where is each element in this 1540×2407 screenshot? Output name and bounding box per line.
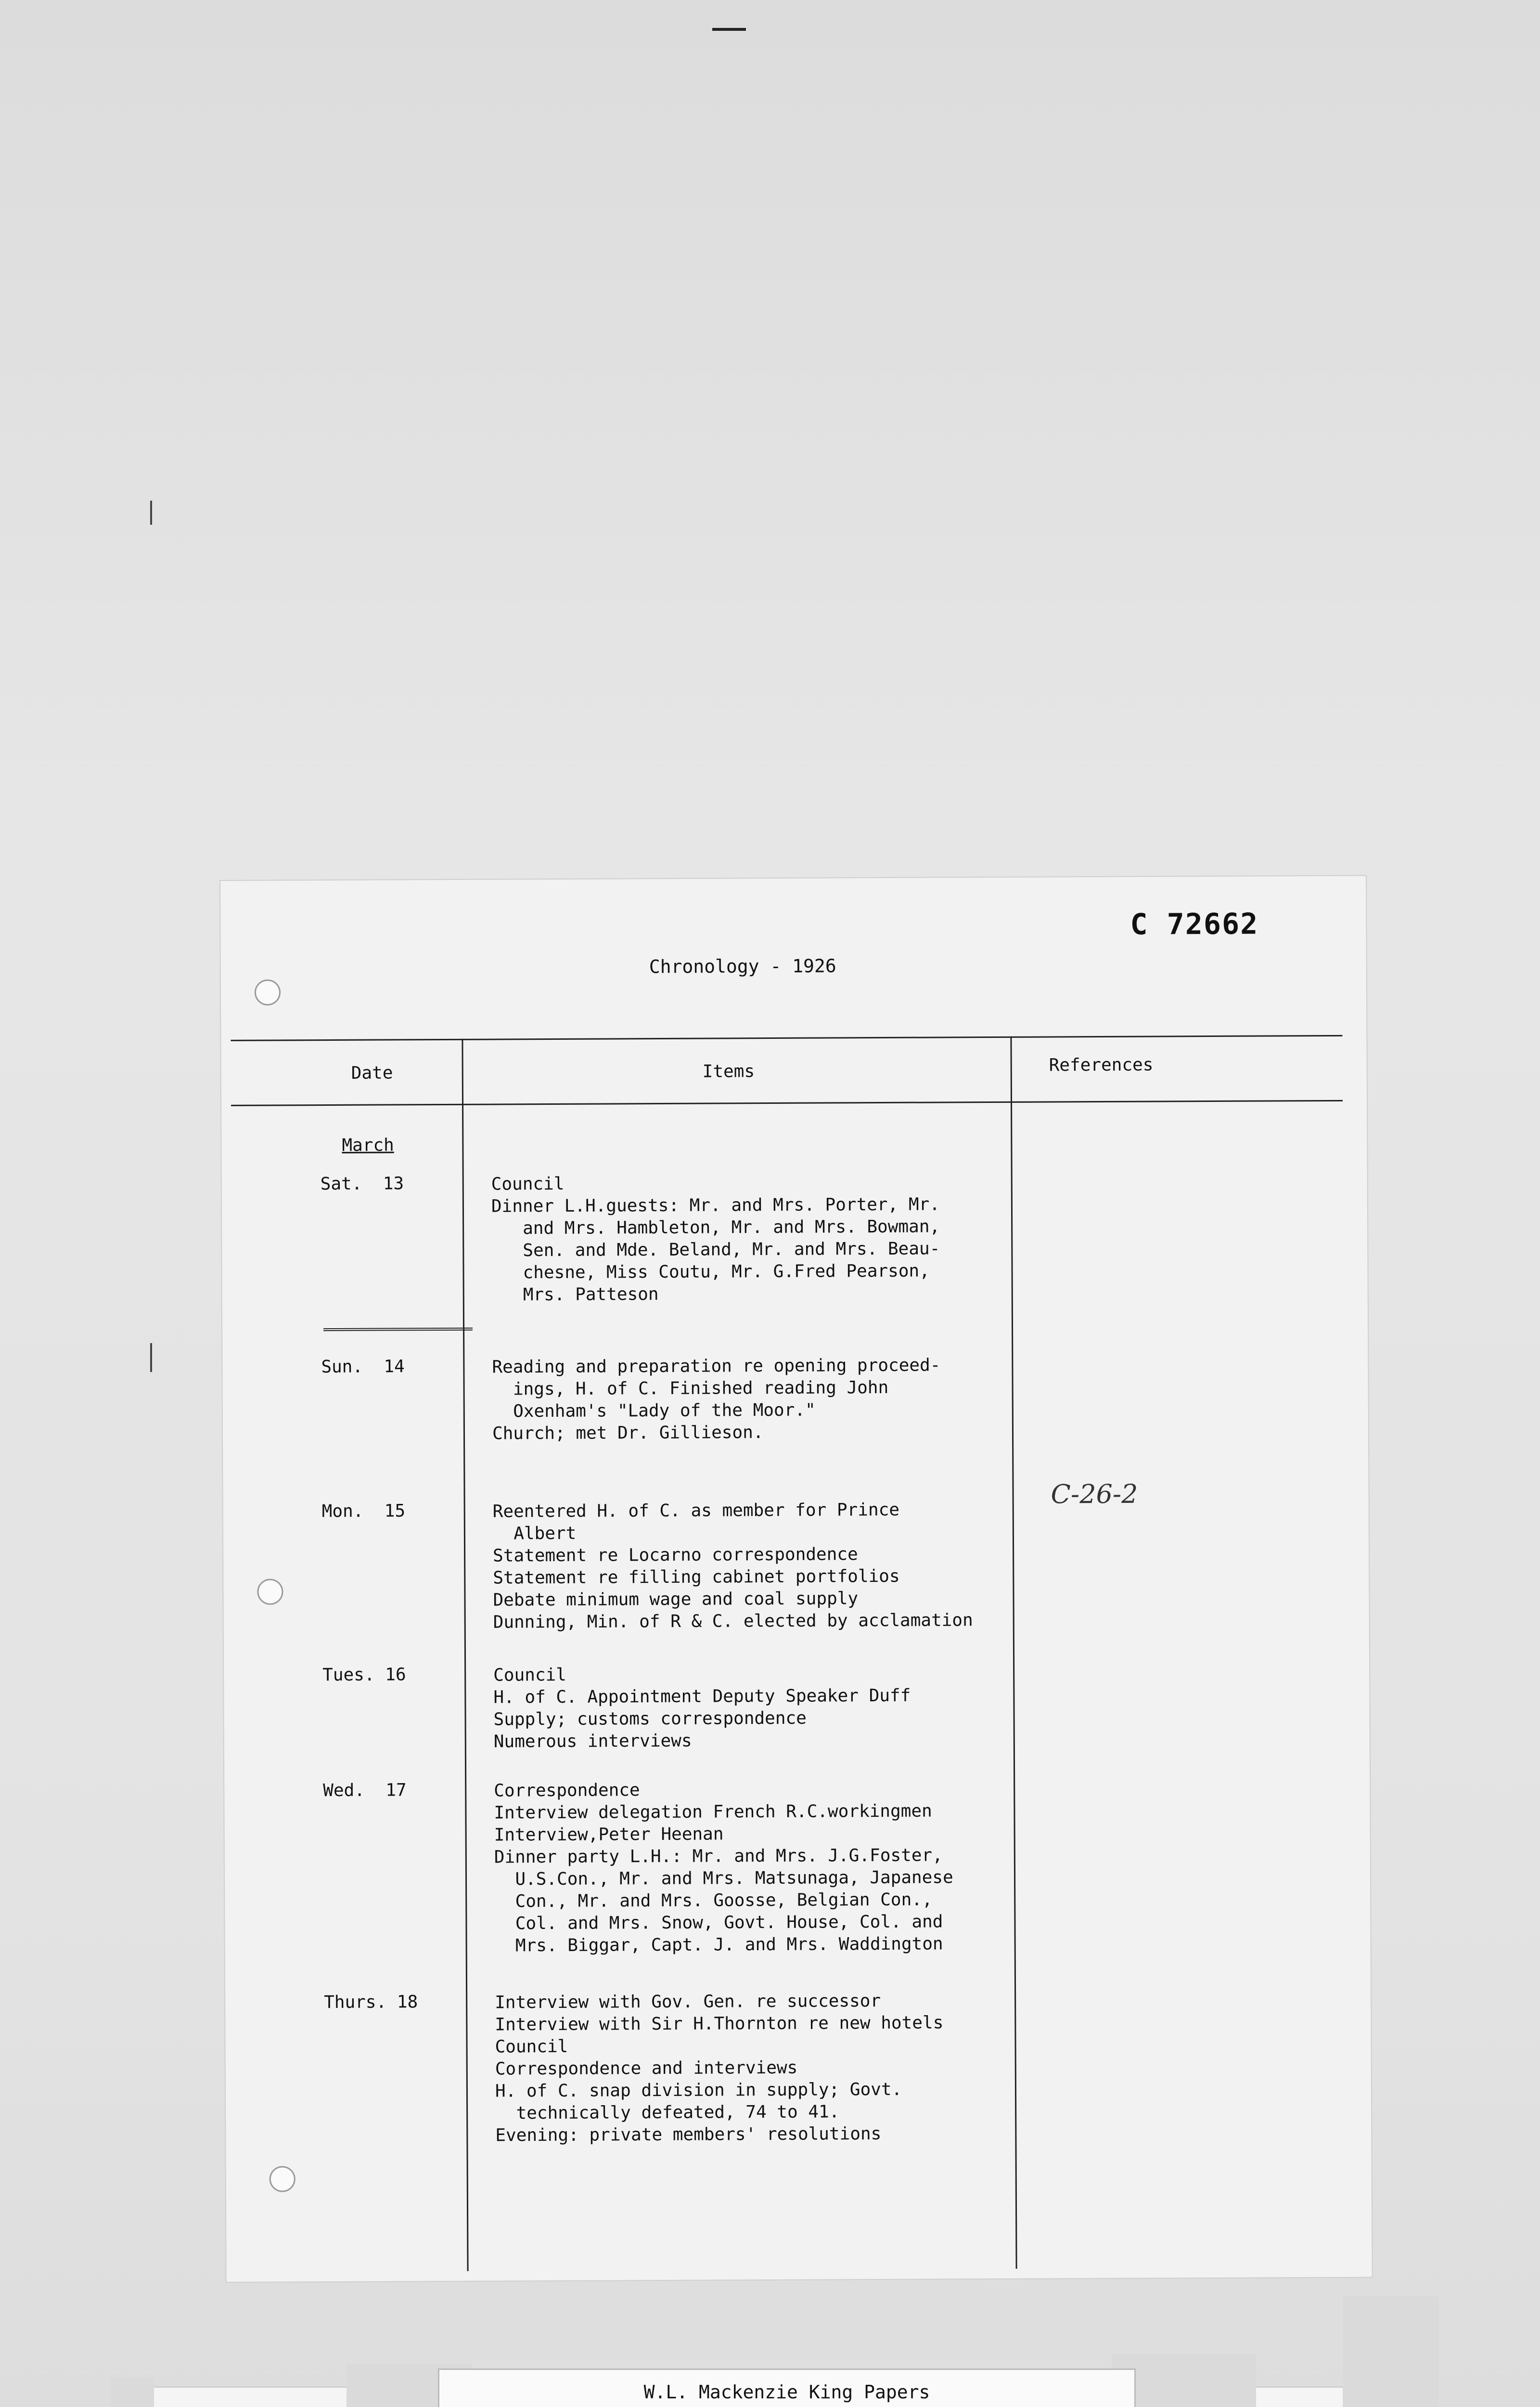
entry-line: Oxenham's "Lady of the Moor." <box>492 1400 816 1422</box>
entry-line: Council <box>495 2036 568 2057</box>
entry-line: Interview delegation French R.C.workingmen <box>494 1801 932 1823</box>
entry-line: Correspondence and interviews <box>495 2058 798 2079</box>
frame-mark <box>712 28 746 31</box>
entry-line: Statement re Locarno correspondence <box>493 1544 858 1566</box>
entry-date: Sun. 14 <box>321 1357 405 1377</box>
entry-line: Reentered H. of C. as member for Prince <box>492 1500 900 1522</box>
entry-line: H. of C. snap division in supply; Govt. <box>495 2079 902 2101</box>
entry-line: Mrs. Biggar, Capt. J. and Mrs. Waddington <box>494 1934 943 1956</box>
entry-line: Mrs. Patteson <box>491 1284 659 1305</box>
entry-line: Statement re filling cabinet portfolios <box>493 1566 900 1588</box>
tape-strip <box>111 2378 154 2407</box>
month-heading: March <box>342 1135 394 1155</box>
entry-line: Numerous interviews <box>493 1731 692 1752</box>
entry-line: chesne, Miss Coutu, Mr. G.Fred Pearson, <box>491 1261 930 1283</box>
reference-number: C 72662 <box>1130 907 1259 942</box>
tape-strip <box>1343 2296 1439 2407</box>
entry-line: ings, H. of C. Finished reading John <box>492 1377 889 1399</box>
entry-date: Thurs. 18 <box>324 1992 418 2013</box>
table-header-rule <box>231 1100 1343 1106</box>
section-divider <box>323 1328 473 1331</box>
entry-line: Con., Mr. and Mrs. Goosse, Belgian Con., <box>494 1889 933 1912</box>
entry-line: Dunning, Min. of R & C. elected by acclamation <box>493 1610 973 1632</box>
entry-items <box>493 1498 1052 1633</box>
punch-hole <box>255 979 281 1005</box>
entry-line: Dinner L.H.guests: Mr. and Mrs. Porter, Mr. <box>491 1194 940 1216</box>
entry-line: Interview,Peter Heenan <box>494 1824 724 1845</box>
column-header-date: Date <box>351 1063 393 1083</box>
edge-tick <box>150 1343 152 1372</box>
entry-items <box>493 1662 1052 1753</box>
entry-line: Church; met Dr. Gillieson. <box>492 1423 764 1444</box>
entry-date: Mon. 15 <box>321 1501 406 1522</box>
entry-date: Wed. 17 <box>323 1780 407 1801</box>
entry-line: Interview with Gov. Gen. re successor <box>495 1991 881 2013</box>
entry-line: Reading and preparation re opening proceed- <box>492 1355 941 1377</box>
entry-line: Evening: private members' resolutions <box>495 2124 882 2146</box>
column-divider-date <box>462 1039 468 2271</box>
entry-line: technically defeated, 74 to 41. <box>495 2102 840 2123</box>
entry-line: Supply; customs correspondence <box>493 1708 807 1730</box>
collection-name: W.L. Mackenzie King Papers <box>643 2381 930 2403</box>
column-header-items: Items <box>702 1061 755 1082</box>
entry-line: Dinner party L.H.: Mr. and Mrs. J.G.Foster, <box>494 1845 943 1867</box>
entry-line: H. of C. Appointment Deputy Speaker Duff <box>493 1685 911 1708</box>
entry-items <box>495 1989 1053 2147</box>
entry-items <box>492 1354 1051 1445</box>
collection-label <box>438 2368 1136 2407</box>
entry-items <box>494 1777 1053 1957</box>
entry-line: Correspondence <box>494 1780 640 1801</box>
edge-tick <box>150 501 152 525</box>
entry-line: Interview with Sir H.Thornton re new hotels <box>495 2013 944 2035</box>
table-top-rule <box>231 1035 1342 1041</box>
entry-line: Council <box>493 1665 567 1685</box>
entry-date: Sat. 13 <box>320 1174 404 1194</box>
reference-note: C-26-2 <box>1051 1478 1138 1510</box>
column-header-references: References <box>1049 1055 1154 1075</box>
punch-hole <box>257 1579 283 1605</box>
entry-date: Tues. 16 <box>322 1665 406 1685</box>
entry-line: Council <box>491 1174 565 1194</box>
entry-line: Col. and Mrs. Snow, Govt. House, Col. and <box>494 1912 943 1934</box>
chronology-sheet <box>220 876 1372 2282</box>
punch-hole <box>270 2166 295 2192</box>
entry-items <box>491 1171 1050 1306</box>
entry-line: U.S.Con., Mr. and Mrs. Matsunaga, Japanese <box>494 1867 953 1889</box>
entry-line: Albert <box>492 1523 577 1544</box>
entry-line: Sen. and Mde. Beland, Mr. and Mrs. Beau- <box>491 1239 940 1261</box>
entry-line: and Mrs. Hambleton, Mr. and Mrs. Bowman, <box>491 1216 940 1239</box>
entry-line: Debate minimum wage and coal supply <box>493 1589 859 1610</box>
document-title: Chronology - 1926 <box>649 955 836 978</box>
